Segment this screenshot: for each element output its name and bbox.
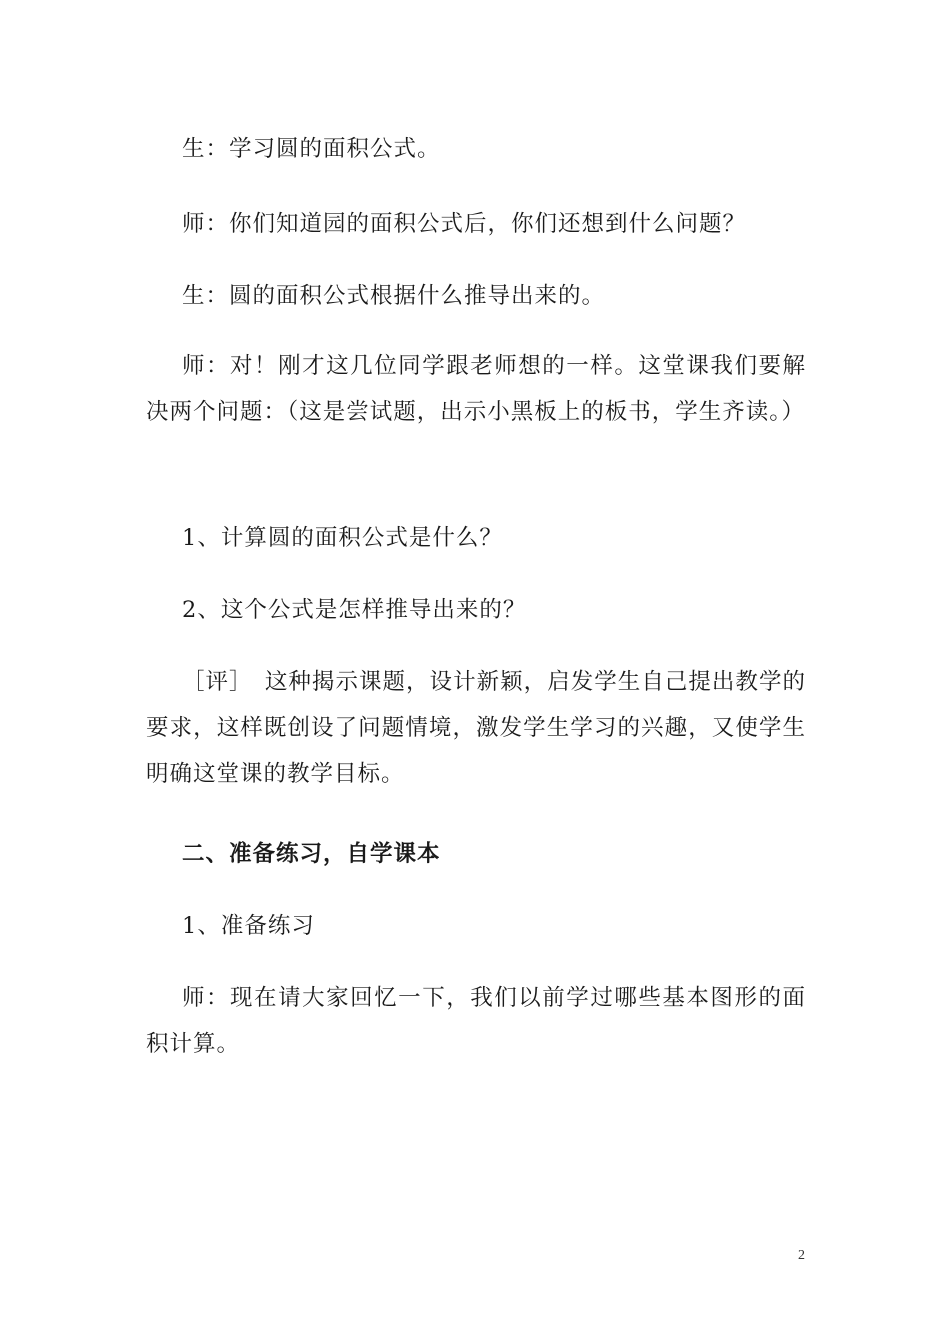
paragraph-teacher-statement: 师：对！刚才这几位同学跟老师想的一样。这堂课我们要解决两个问题：（这是尝试题，出示小黑板上的板书，学生齐读。） xyxy=(146,353,806,425)
section-heading: 二、准备练习，自学课本 xyxy=(182,841,441,867)
page-number: 2 xyxy=(798,1248,805,1263)
paragraph-teacher-prompt: 师：现在请大家回忆一下，我们以前学过哪些基本图形的面积计算。 xyxy=(146,985,806,1057)
paragraph-student-answer-1: 生：学习圆的面积公式。 xyxy=(182,136,441,162)
paragraph-comment: ［评］ 这种揭示课题，设计新颖，启发学生自己提出教学的要求，这样既创设了问题情境，激发学生学习的兴趣，又使学生明确这堂课的教学目标。 xyxy=(146,669,806,787)
paragraph-student-answer-2: 生：圆的面积公式根据什么推导出来的。 xyxy=(182,283,606,309)
document-page xyxy=(146,0,806,1344)
paragraph-subheading: 1、准备练习 xyxy=(182,913,315,939)
paragraph-question-1: 1、计算圆的面积公式是什么？ xyxy=(182,525,503,551)
paragraph-teacher-question-1: 师：你们知道园的面积公式后，你们还想到什么问题？ xyxy=(182,211,747,237)
paragraph-question-2: 2、这个公式是怎样推导出来的？ xyxy=(182,597,527,623)
